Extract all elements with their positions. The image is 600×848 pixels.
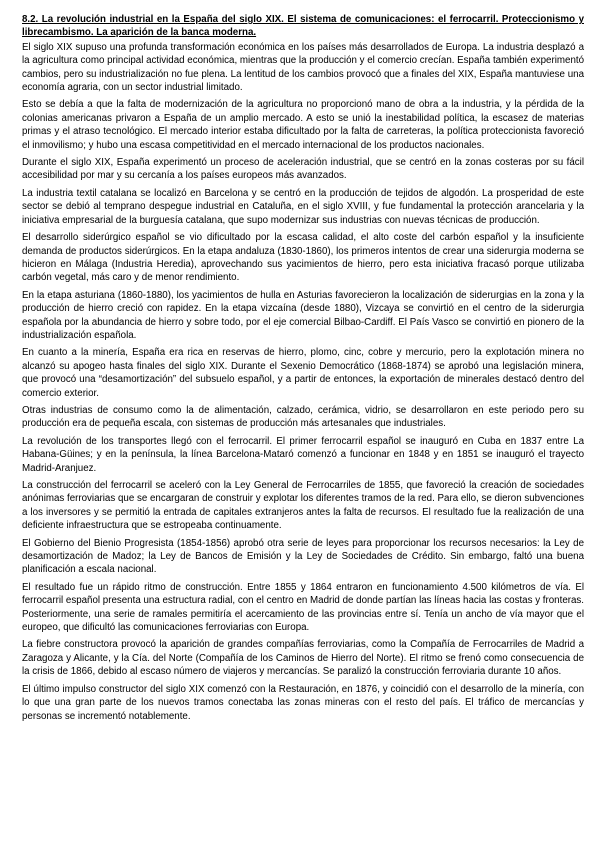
paragraph: El desarrollo siderúrgico español se vio dificultado por la escasa calidad, el alto coste del carbón español y la insuficiente demanda de productos siderúrgicos. En la etapa andaluza (1830-1860), los primeros intentos de crear una siderurgia moderna se hicieron en Málaga (Industria Heredia), aprovechando sus yacimientos de hierro, pero esta iniciativa fracasó porque utilizaba carbón vegetal, más caro y de menor rendimiento. — [22, 232, 584, 284]
paragraph: El siglo XIX supuso una profunda transformación económica en los países más desarrollados de Europa. La industria desplazó a la agricultura como principal actividad económica, mientras que la producción y el comercio crecían. España también experimentó cambios, pero su industrialización no fue plena. La lentitud de los cambios provocó que a finales del XIX, España mantuviese una economía agraria, con un sector industrial limitado. — [22, 41, 584, 94]
paragraph: El resultado fue un rápido ritmo de construcción. Entre 1855 y 1864 entraron en funcionamiento 4.500 kilómetros de vía. El ferrocarril español presenta una estructura radial, con el centro en Madrid de donde partían las líneas hacia las costas y fronteras. Posteriormente, una serie de ramales permitiría el acercamiento de las provincias entre sí. Tenía un ancho de vía mayor que el europeo, que dificultó las comunicaciones ferroviarias con Europa. — [22, 581, 584, 634]
paragraph: En la etapa asturiana (1860-1880), los yacimientos de hulla en Asturias favorecieron la localización de siderurgias en la zona y la producción de hierro creció con rapidez. En la etapa vizcaína (desde 1880), Vizcaya se convirtió en el centro de la siderurgia española por la abundancia de hierro y sobre todo, por el eje comercial Bilbao-Cardiff. El País Vasco se convirtió en pionero de la industrialización española. — [22, 289, 584, 341]
section-title: 8.2. La revolución industrial en la España del siglo XIX. El sistema de comunicaciones: el ferrocarril. Proteccionismo y librecambismo. La aparición de la banca moderna. — [22, 14, 584, 39]
paragraph: El último impulso constructor del siglo XIX comenzó con la Restauración, en 1876, y coincidió con el desarrollo de la minería, con lo que una gran parte de los nuevos tramos conectaba las zonas mineras con el resto del país. El tráfico de mercancías y personas se incrementó notablemente. — [22, 683, 584, 722]
paragraph: En cuanto a la minería, España era rica en reservas de hierro, plomo, cinc, cobre y mercurio, pero la explotación minera no alcanzó su apogeo hasta finales del siglo XIX. Durante el Sexenio Democrático (1868-1874) se aprobó una legislación minera, que provocó una “desamortización” del subsuelo español, y a partir de entonces, la exportación de minerales destacó dentro del comercio exterior. — [22, 347, 584, 399]
paragraph: La fiebre constructora provocó la aparición de grandes compañías ferroviarias, como la Compañía de Ferrocarriles de Madrid a Zaragoza y Alicante, y la Cía. del Norte (Compañía de los Caminos de Hierro del Norte). El ritmo se frenó como consecuencia de la crisis de 1866, debido al escaso número de viajeros y mercancías. Se paralizó la construcción ferroviaria durante 10 años. — [22, 639, 584, 678]
paragraph: El Gobierno del Bienio Progresista (1854-1856) aprobó otra serie de leyes para proporcionar los recursos necesarios: la Ley de desamortización de Madoz; la Ley de Bancos de Emisión y la Ley de Sociedades de Crédito. Sin embargo, faltó una buena planificación a escala nacional. — [22, 537, 584, 576]
paragraph: La industria textil catalana se localizó en Barcelona y se centró en la producción de tejidos de algodón. La prosperidad de este sector se debió al temprano despegue industrial en Cataluña, en el siglo XVIII, y fue fundamental la protección arancelaria y la iniciativa empresarial de la burguesía catalana, que supo modernizar sus industrias con nuevas técnicas de producción. — [22, 187, 584, 226]
paragraph: Esto se debía a que la falta de modernización de la agricultura no proporcionó mano de obra a la industria, y la pérdida de la colonias americanas privaron a España de un amplio mercado. A esto se unió la inestabilidad política, la escasez de materias primas y el atraso tecnológico. El mercado interior estaba dificultado por la falta de carreteras, la política proteccionista favoreció el inmovilismo; y hubo una escasa competitividad en el mercado internacional de los productos nacionales. — [22, 99, 584, 151]
paragraph: Otras industrias de consumo como la de alimentación, calzado, cerámica, vidrio, se desarrollaron en este periodo pero su producción era de pequeña escala, con sistemas de producción más artesanales que industriales. — [22, 404, 584, 430]
paragraph: Durante el siglo XIX, España experimentó un proceso de aceleración industrial, que se centró en la zonas costeras por su fácil accesibilidad por mar y su cercanía a los países europeos más avanzados. — [22, 157, 584, 182]
paragraph: La construcción del ferrocarril se aceleró con la Ley General de Ferrocarriles de 1855, que favoreció la creación de sociedades anónimas ferroviarias que se encargaran de construir y explotar los diferentes tramos de la red. Para ello, se dieron subvenciones a los inversores y se permitió la entrada de capitales extranjeros antes la falta de recursos. El resultado fue la realización de una deficiente infraestructura que se estropeaba continuamente. — [22, 480, 584, 532]
paragraph: La revolución de los transportes llegó con el ferrocarril. El primer ferrocarril español se inauguró en Cuba en 1837 entre La Habana-Güines; y en la península, la línea Barcelona-Mataró comenzó a funcionar en 1848 y en 1851 se inauguró el trayecto Madrid-Aranjuez. — [22, 435, 584, 474]
